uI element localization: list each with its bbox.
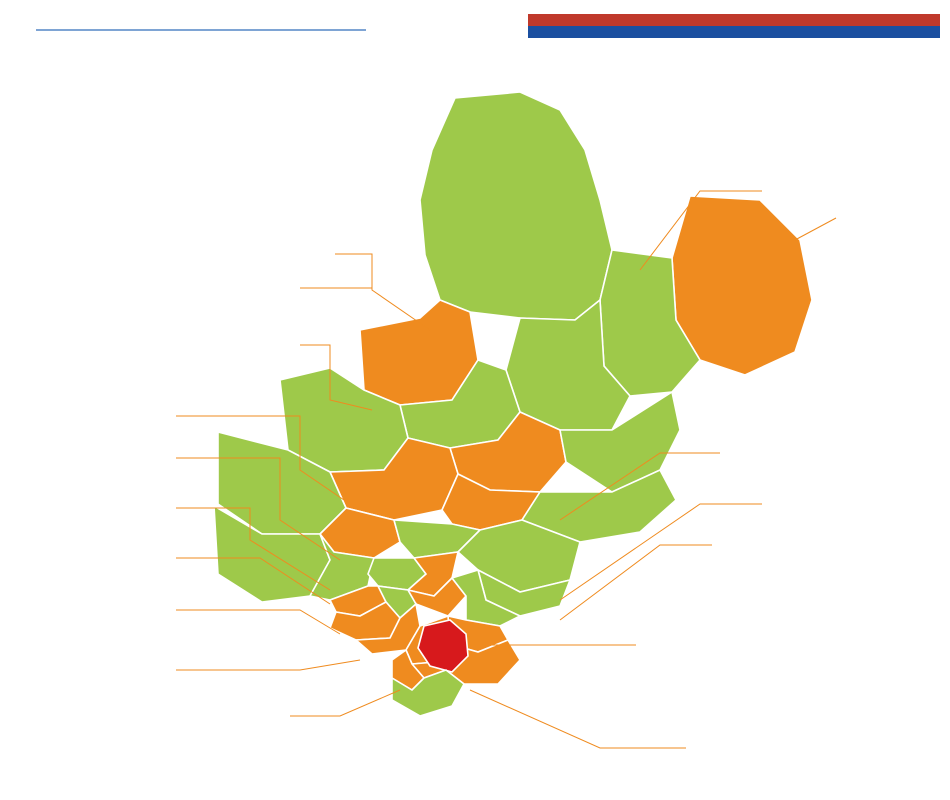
title-divider (36, 29, 366, 31)
hotline-label (528, 14, 940, 26)
page-title (36, 20, 466, 31)
region-katangsky (420, 92, 612, 320)
hotline-box (526, 12, 942, 40)
hotline-body (528, 26, 940, 38)
